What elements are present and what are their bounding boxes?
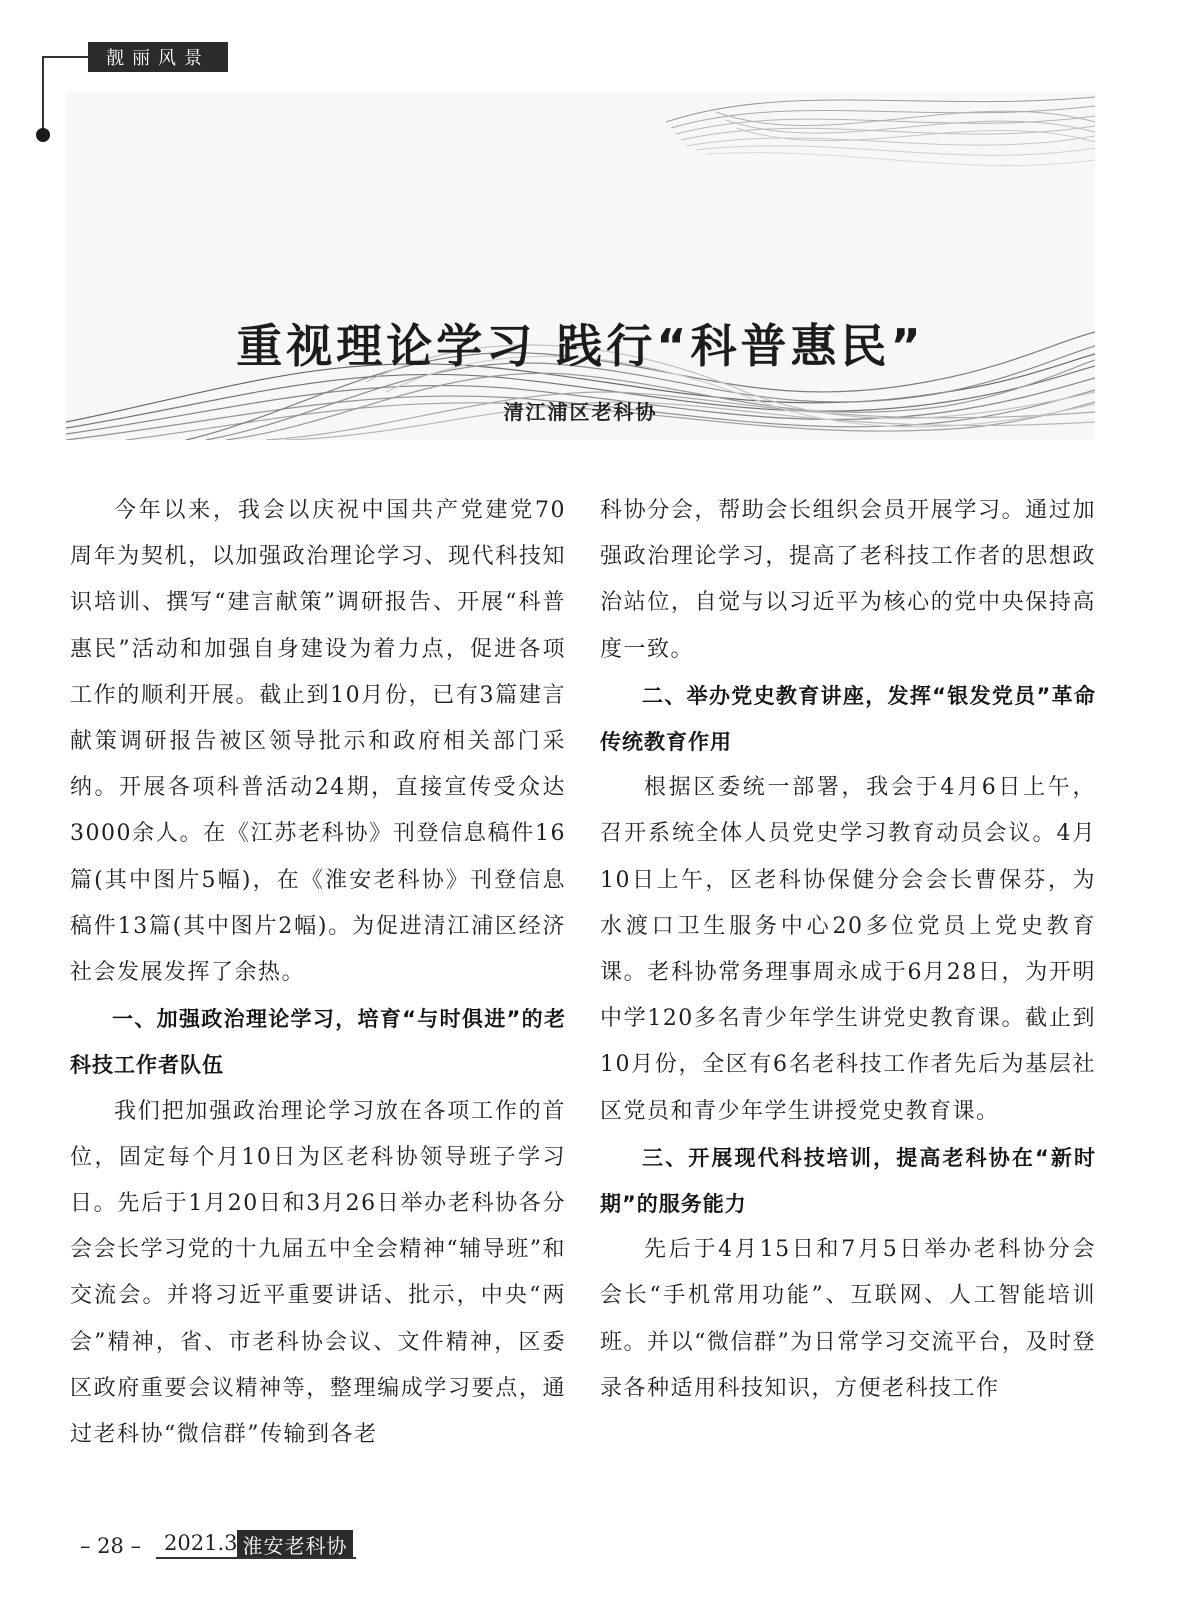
footer-rule — [156, 1557, 356, 1559]
section-heading-1: 一、加强政治理论学习，培育“与时俱进”的老科技工作者队伍 — [70, 1007, 566, 1078]
section-1-paragraph: 我们把加强政治理论学习放在各项工作的首位，固定每个月10日为区老科协领导班子学习日。先后于1月20日和3月26日举办老科协各分会会长学习党的十九届五中全会精神“辅导班”和交流会。并将习近平重要讲话、批示，中央“两会”精神，省、市老科协会议、文件精神，区委区政府重要会议精神等，整理编成学习要点，通过老科协“微信群”传输到各老 — [70, 1098, 566, 1448]
section-heading-2: 二、举办党史教育讲座，发挥“银发党员”革命传统教育作用 — [600, 683, 1096, 755]
title-banner — [66, 92, 1095, 440]
article-author: 清江浦区老科协 — [503, 400, 658, 424]
issue-number: 2021.3 — [164, 1531, 238, 1555]
frame-line-horizontal — [42, 56, 88, 58]
section-1-paragraph-continued: 科协分会，帮助会长组织会员开展学习。通过加强政治理论学习，提高了老科技工作者的思想政治站位，自觉与以习近平为核心的党中央保持高度一致。 — [600, 498, 1096, 662]
section-heading-3: 三、开展现代科技培训，提高老科协在“新时期”的服务能力 — [600, 1145, 1096, 1217]
page-number: – 28 – — [80, 1534, 142, 1558]
article-title: 重视理论学习 践行“科普惠民” — [236, 319, 925, 373]
section-tag: 靓丽风景 — [88, 42, 228, 72]
section-2-paragraph: 根据区委统一部署，我会于4月6日上午，召开系统全体人员党史学习教育动员会议。4月10日上午，区老科协保健分会会长曹保芬，为水渡口卫生服务中心20多位党员上党史教育课。老科协常务理事周永成于6月28日，为开明中学120多名青少年学生讲党史教育课。截止到10月份，全区有6名老科技工作者先后为基层社区党员和青少年学生讲授党史教育课。 — [600, 775, 1096, 1124]
frame-dot — [36, 128, 50, 142]
wave-decoration — [66, 92, 1095, 440]
magazine-name: 淮安老科协 — [237, 1530, 353, 1558]
right-column — [600, 488, 1096, 1412]
intro-paragraph: 今年以来，我会以庆祝中国共产党建党70周年为契机，以加强政治理论学习、现代科技知识培训、撰写“建言献策”调研报告、开展“科普惠民”活动和加强自身建设为着力点，促进各项工作的顺利开展。截止到10月份，已有3篇建言献策调研报告被区领导批示和政府相关部门采纳。开展各项科普活动24期，直接宣传受众达3000余人。在《江苏老科协》刊登信息稿件16篇(其中图片5幅)，在《淮安老科协》刊登信息稿件13篇(其中图片2幅)。为促进清江浦区经济社会发展发挥了余热。 — [70, 498, 566, 986]
left-column — [70, 488, 566, 1458]
frame-line-vertical — [42, 56, 44, 134]
section-3-paragraph: 先后于4月15日和7月5日举办老科协分会会长“手机常用功能”、互联网、人工智能培训班。并以“微信群”为日常学习交流平台，及时登录各种适用科技知识，方便老科技工作 — [600, 1237, 1096, 1401]
